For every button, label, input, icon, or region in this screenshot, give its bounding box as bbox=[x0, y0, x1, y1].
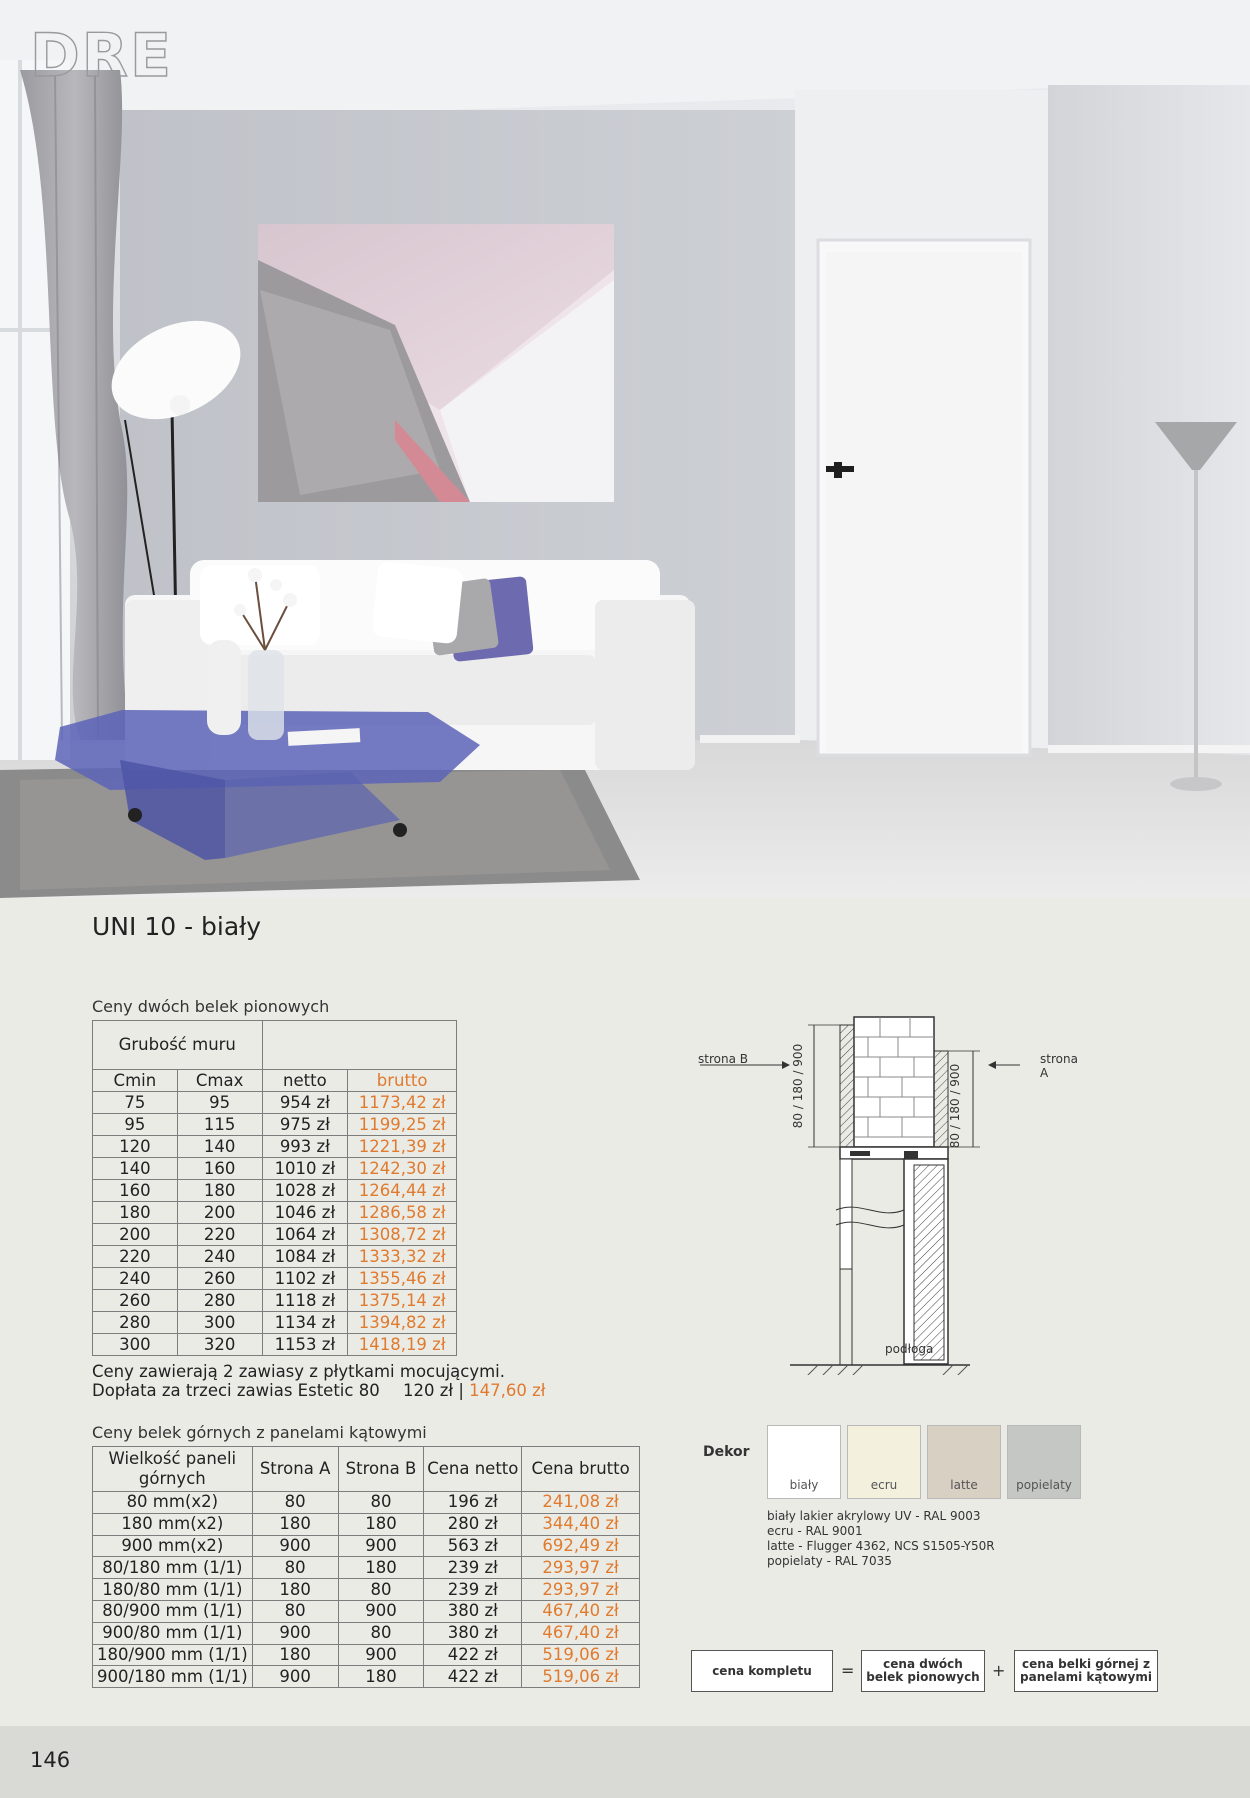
table-row bbox=[93, 1579, 640, 1601]
table-cell: 1084 zł bbox=[262, 1246, 348, 1268]
table-cell: 293,97 zł bbox=[522, 1557, 640, 1579]
column-header-row bbox=[93, 1447, 640, 1492]
table-cell: 80/180 mm (1/1) bbox=[93, 1557, 253, 1579]
table-row bbox=[93, 1268, 457, 1290]
table-cell: 519,06 zł bbox=[522, 1644, 640, 1666]
table-cell: 239 zł bbox=[424, 1579, 522, 1601]
table-cell: 115 bbox=[177, 1114, 262, 1136]
vertical-beams-price-box: cena dwóch belek pionowych bbox=[861, 1650, 985, 1692]
table-cell: 993 zł bbox=[262, 1136, 348, 1158]
vertical-beams-title: Ceny dwóch belek pionowych bbox=[92, 997, 330, 1016]
table-cell: 1028 zł bbox=[262, 1180, 348, 1202]
column-header: brutto bbox=[348, 1070, 457, 1092]
column-header: Wielkość paneli górnych bbox=[93, 1447, 253, 1492]
dimension-left-label: 80 / 180 / 900 bbox=[791, 1043, 805, 1129]
table-cell: 180 mm(x2) bbox=[93, 1513, 253, 1535]
table-cell: 280 bbox=[93, 1312, 178, 1334]
column-header: Strona B bbox=[338, 1447, 424, 1492]
dekor-swatch-label: ecru bbox=[870, 1478, 898, 1492]
plus-sign: + bbox=[992, 1661, 1006, 1680]
table-cell: 220 bbox=[93, 1246, 178, 1268]
table-cell: 380 zł bbox=[424, 1622, 522, 1644]
table-row bbox=[93, 1513, 640, 1535]
top-beams-table-body bbox=[93, 1447, 640, 1688]
interior-illustration bbox=[0, 0, 1250, 898]
table-cell: 1010 zł bbox=[262, 1158, 348, 1180]
dekor-swatch-label: biały bbox=[789, 1478, 819, 1492]
total-price-box: cena kompletu bbox=[691, 1650, 833, 1692]
column-header: Cena netto bbox=[424, 1447, 522, 1492]
wall-thickness-header: Grubość muru bbox=[93, 1021, 263, 1070]
equals-sign: = bbox=[841, 1661, 855, 1680]
table-cell: 180 bbox=[338, 1557, 424, 1579]
dekor-swatch bbox=[1007, 1425, 1081, 1499]
table-cell: 467,40 zł bbox=[522, 1600, 640, 1622]
table-cell: 1286,58 zł bbox=[348, 1202, 457, 1224]
table-row bbox=[93, 1535, 640, 1557]
third-hinge-brutto: 147,60 zł bbox=[469, 1381, 546, 1400]
table-cell: 280 bbox=[177, 1290, 262, 1312]
table-cell: 180/900 mm (1/1) bbox=[93, 1644, 253, 1666]
third-hinge-note: Dopłata za trzeci zawias Estetic 80 bbox=[92, 1381, 380, 1400]
table-cell: 300 bbox=[177, 1312, 262, 1334]
table-cell: 80 mm(x2) bbox=[93, 1492, 253, 1514]
table-cell: 422 zł bbox=[424, 1644, 522, 1666]
table-cell: 180 bbox=[93, 1202, 178, 1224]
table-cell: 1064 zł bbox=[262, 1224, 348, 1246]
hero-photo bbox=[0, 0, 1250, 898]
table-cell: 200 bbox=[177, 1202, 262, 1224]
table-cell: 80 bbox=[338, 1579, 424, 1601]
dekor-swatch bbox=[847, 1425, 921, 1499]
table-cell: 900/180 mm (1/1) bbox=[93, 1666, 253, 1688]
table-row bbox=[93, 1180, 457, 1202]
dekor-title: Dekor bbox=[703, 1444, 750, 1460]
table-cell: 95 bbox=[93, 1114, 178, 1136]
table-cell: 1199,25 zł bbox=[348, 1114, 457, 1136]
table-cell: 240 bbox=[177, 1246, 262, 1268]
table-cell: 900 bbox=[338, 1644, 424, 1666]
table-cell: 900/80 mm (1/1) bbox=[93, 1622, 253, 1644]
dekor-notes bbox=[767, 1509, 995, 1569]
brand-logo: DRE bbox=[30, 21, 173, 91]
table-cell: 900 bbox=[252, 1666, 338, 1688]
table-cell: 160 bbox=[177, 1158, 262, 1180]
table-cell: 1221,39 zł bbox=[348, 1136, 457, 1158]
table-cell: 1333,32 zł bbox=[348, 1246, 457, 1268]
table-cell: 240 bbox=[93, 1268, 178, 1290]
table-cell: 300 bbox=[93, 1334, 178, 1356]
table-cell: 563 zł bbox=[424, 1535, 522, 1557]
table-cell: 120 bbox=[93, 1136, 178, 1158]
table-cell: 467,40 zł bbox=[522, 1622, 640, 1644]
table-cell: 260 bbox=[177, 1268, 262, 1290]
dekor-note-line: ecru - RAL 9001 bbox=[767, 1524, 863, 1538]
table-cell: 1242,30 zł bbox=[348, 1158, 457, 1180]
table-cell: 80 bbox=[252, 1492, 338, 1514]
table-cell: 180 bbox=[177, 1180, 262, 1202]
table-row bbox=[93, 1312, 457, 1334]
table-cell: 519,06 zł bbox=[522, 1666, 640, 1688]
table-cell: 900 bbox=[252, 1535, 338, 1557]
table-cell: 692,49 zł bbox=[522, 1535, 640, 1557]
table-cell: 239 zł bbox=[424, 1557, 522, 1579]
table-row bbox=[93, 1334, 457, 1356]
table-cell: 200 bbox=[93, 1224, 178, 1246]
table-cell: 140 bbox=[93, 1158, 178, 1180]
table-cell: 1134 zł bbox=[262, 1312, 348, 1334]
table-row bbox=[93, 1290, 457, 1312]
table-row bbox=[93, 1224, 457, 1246]
table-cell: 975 zł bbox=[262, 1114, 348, 1136]
column-header-row bbox=[93, 1070, 457, 1092]
dekor-swatch bbox=[927, 1425, 1001, 1499]
side-a-label: strona A bbox=[1040, 1052, 1078, 1080]
table-cell: 1375,14 zł bbox=[348, 1290, 457, 1312]
page-number: 146 bbox=[30, 1748, 71, 1772]
table-cell: 241,08 zł bbox=[522, 1492, 640, 1514]
dekor-note-line: biały lakier akrylowy UV - RAL 9003 bbox=[767, 1509, 981, 1523]
table-cell: 320 bbox=[177, 1334, 262, 1356]
table-cell: 80 bbox=[338, 1622, 424, 1644]
table-cell: 380 zł bbox=[424, 1600, 522, 1622]
table-row bbox=[93, 1557, 640, 1579]
table-cell: 196 zł bbox=[424, 1492, 522, 1514]
table-cell: 220 bbox=[177, 1224, 262, 1246]
table-cell: 1355,46 zł bbox=[348, 1268, 457, 1290]
third-hinge-netto: 120 zł bbox=[403, 1381, 454, 1400]
dimension-right-label: 80 / 180 / 900 bbox=[948, 1063, 962, 1149]
table-cell: 180/80 mm (1/1) bbox=[93, 1579, 253, 1601]
table-cell: 75 bbox=[93, 1092, 178, 1114]
table-cell: 95 bbox=[177, 1092, 262, 1114]
dekor-note-line: popielaty - RAL 7035 bbox=[767, 1554, 892, 1568]
side-b-label: strona B bbox=[698, 1052, 748, 1066]
table-cell: 160 bbox=[93, 1180, 178, 1202]
table-cell: 180 bbox=[252, 1513, 338, 1535]
column-header: Cena brutto bbox=[522, 1447, 640, 1492]
table-row bbox=[93, 1136, 457, 1158]
table-cell: 260 bbox=[93, 1290, 178, 1312]
dekor-swatch-label: latte bbox=[950, 1478, 978, 1492]
table-cell: 1102 zł bbox=[262, 1268, 348, 1290]
table-cell: 1394,82 zł bbox=[348, 1312, 457, 1334]
frame-cross-section-diagram bbox=[690, 1005, 1078, 1379]
table-cell: 280 zł bbox=[424, 1513, 522, 1535]
table-cell: 422 zł bbox=[424, 1666, 522, 1688]
dekor-swatch bbox=[767, 1425, 841, 1499]
hinges-note: Ceny zawierają 2 zawiasy z płytkami mocującymi. bbox=[92, 1362, 505, 1381]
table-row bbox=[93, 1600, 640, 1622]
dekor-note-line: latte - Flugger 4362, NCS S1505-Y50R bbox=[767, 1539, 995, 1553]
price-header-blank bbox=[262, 1021, 457, 1070]
table-cell: 293,97 zł bbox=[522, 1579, 640, 1601]
table-row bbox=[93, 1666, 640, 1688]
table-cell: 80 bbox=[338, 1492, 424, 1514]
table-cell: 140 bbox=[177, 1136, 262, 1158]
top-beams-table bbox=[92, 1446, 640, 1688]
table-cell: 180 bbox=[252, 1579, 338, 1601]
table-cell: 180 bbox=[338, 1666, 424, 1688]
table-cell: 1418,19 zł bbox=[348, 1334, 457, 1356]
page-footer bbox=[0, 1726, 1250, 1798]
table-cell: 1173,42 zł bbox=[348, 1092, 457, 1114]
table-row bbox=[93, 1202, 457, 1224]
table-cell: 180 bbox=[338, 1513, 424, 1535]
table-row bbox=[93, 1622, 640, 1644]
top-beams-title: Ceny belek górnych z panelami kątowymi bbox=[92, 1423, 427, 1442]
vertical-beams-table bbox=[92, 1020, 457, 1356]
table-cell: 900 bbox=[252, 1622, 338, 1644]
floor-label: podłoga bbox=[885, 1342, 934, 1356]
price-separator: | bbox=[458, 1381, 464, 1400]
table-cell: 80/900 mm (1/1) bbox=[93, 1600, 253, 1622]
table-cell: 80 bbox=[252, 1557, 338, 1579]
table-cell: 954 zł bbox=[262, 1092, 348, 1114]
column-header: Cmax bbox=[177, 1070, 262, 1092]
table-cell: 900 mm(x2) bbox=[93, 1535, 253, 1557]
table-cell: 180 bbox=[252, 1644, 338, 1666]
table-cell: 1118 zł bbox=[262, 1290, 348, 1312]
table-row bbox=[93, 1092, 457, 1114]
table-cell: 1264,44 zł bbox=[348, 1180, 457, 1202]
dekor-swatch-label: popielaty bbox=[1016, 1478, 1072, 1492]
column-header: Strona A bbox=[252, 1447, 338, 1492]
product-title: UNI 10 - biały bbox=[92, 912, 262, 941]
vertical-beams-table-body bbox=[93, 1021, 457, 1356]
third-hinge-price bbox=[403, 1381, 546, 1400]
table-cell: 1153 zł bbox=[262, 1334, 348, 1356]
column-header: netto bbox=[262, 1070, 348, 1092]
table-cell: 900 bbox=[338, 1600, 424, 1622]
top-beam-price-box: cena belki górnej z panelami kątowymi bbox=[1014, 1650, 1158, 1692]
table-cell: 1308,72 zł bbox=[348, 1224, 457, 1246]
table-row bbox=[93, 1114, 457, 1136]
table-cell: 900 bbox=[338, 1535, 424, 1557]
table-row bbox=[93, 1246, 457, 1268]
table-row bbox=[93, 1492, 640, 1514]
table-row bbox=[93, 1158, 457, 1180]
table-cell: 344,40 zł bbox=[522, 1513, 640, 1535]
column-header: Cmin bbox=[93, 1070, 178, 1092]
table-row bbox=[93, 1644, 640, 1666]
table-cell: 80 bbox=[252, 1600, 338, 1622]
table-cell: 1046 zł bbox=[262, 1202, 348, 1224]
